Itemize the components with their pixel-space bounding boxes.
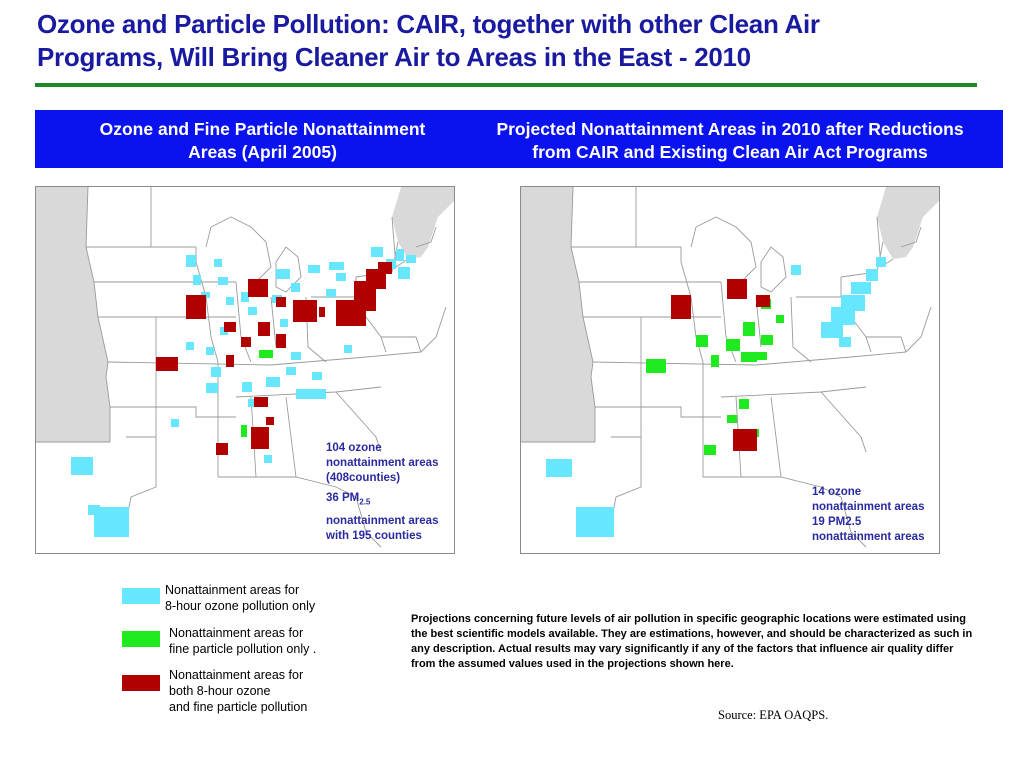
left-map-annotation	[326, 441, 438, 544]
right-map-annotation	[812, 485, 924, 545]
source-credit: Source: EPA OAQPS.	[718, 708, 829, 722]
legend-item-pm25	[169, 625, 316, 657]
slide-title	[37, 8, 997, 74]
ozone-area-count: 104 ozone	[326, 442, 382, 454]
legend-ozone-line-1: Nonattainment areas for	[165, 583, 300, 597]
projected-ozone-label: nonattainment areas	[812, 501, 925, 513]
map-2005-nonattainment	[35, 186, 455, 554]
legend-swatch-ozone	[122, 588, 160, 604]
projection-disclaimer: Projections concerning future levels of air pollution in specific geographic locations were estimated using the best scientific models available. They are estimations, however, and should be characterized as such in any description. Actual results may vary significantly if any of the factors that influence air quality differ from the assumed values used in the projections shown here.	[411, 613, 973, 670]
legend-both-line-1: Nonattainment areas for	[169, 668, 304, 682]
both-ozone-pm25-areas	[156, 262, 392, 455]
legend-swatch-pm25	[122, 631, 160, 647]
left-panel-heading	[55, 118, 470, 164]
pm25-subscript: 2.5	[359, 497, 371, 507]
pm25-count-text: 36 PM	[326, 492, 360, 504]
projected-pm25-count: 19 PM2.5	[812, 516, 862, 528]
right-panel-heading	[460, 118, 1000, 164]
projected-ozone-count: 14 ozone	[812, 486, 862, 498]
left-heading-line-2: Areas (April 2005)	[188, 142, 337, 162]
right-heading-line-1: Projected Nonattainment Areas in 2010 after Reductions	[496, 119, 964, 139]
legend-item-both	[169, 667, 307, 715]
outside-region	[521, 187, 939, 442]
title-divider	[35, 83, 977, 87]
title-line-2: Programs, Will Bring Cleaner Air to Areas in the East - 2010	[37, 42, 751, 72]
legend-pm25-line-1: Nonattainment areas for	[169, 626, 304, 640]
legend-pm25-line-2: fine particle pollution only .	[169, 642, 317, 656]
ozone-county-count: (408counties)	[326, 472, 401, 484]
outside-region	[36, 187, 454, 442]
legend-both-line-2: both 8-hour ozone	[169, 684, 271, 698]
pm25-area-label: nonattainment areas	[326, 515, 439, 528]
pm25-only-areas	[646, 299, 784, 455]
legend-ozone-line-2: 8-hour ozone pollution only	[165, 599, 316, 613]
left-heading-line-1: Ozone and Fine Particle Nonattainment	[99, 119, 426, 139]
legend-both-line-3: and fine particle pollution	[169, 700, 308, 714]
right-heading-line-2: from CAIR and Existing Clean Air Act Programs	[532, 142, 928, 162]
title-line-1: Ozone and Particle Pollution: CAIR, together with other Clean Air	[37, 9, 820, 39]
pm25-county-count: with 195 counties	[326, 530, 422, 543]
pm25-area-count	[326, 491, 438, 509]
map-2010-projection	[520, 186, 940, 554]
legend-item-ozone	[165, 582, 315, 614]
legend-swatch-both	[122, 675, 160, 691]
panel-heading-band	[35, 110, 1003, 168]
ozone-area-label: nonattainment areas	[326, 457, 439, 469]
projected-pm25-label: nonattainment areas	[812, 531, 925, 543]
